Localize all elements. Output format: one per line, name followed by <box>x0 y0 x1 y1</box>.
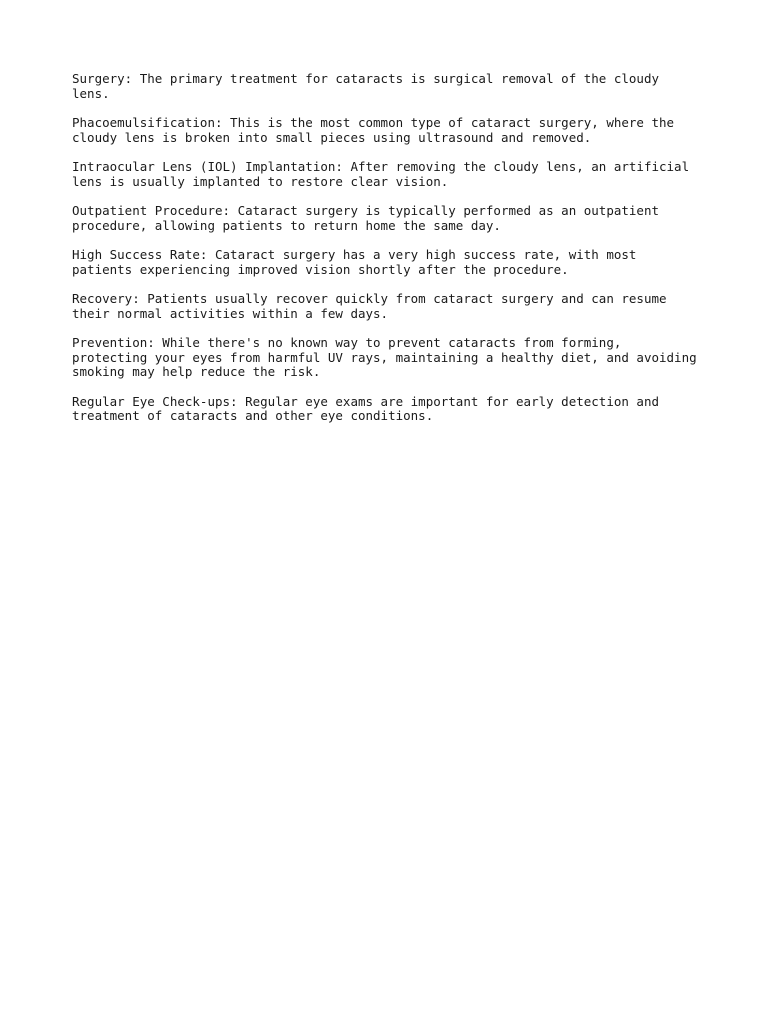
paragraph-surgery: Surgery: The primary treatment for cataracts is surgical removal of the cloudy lens. <box>72 71 659 101</box>
paragraph-outpatient-procedure: Outpatient Procedure: Cataract surgery is typically performed as an outpatient procedure, allowing patients to return home the same day. <box>72 203 659 233</box>
paragraph-recovery: Recovery: Patients usually recover quickly from cataract surgery and can resume their normal activities within a few days. <box>72 291 667 321</box>
paragraph-high-success-rate: High Success Rate: Cataract surgery has a very high success rate, with most patients experiencing improved vision shortly after the procedure. <box>72 247 637 277</box>
paragraph-regular-eye-checkups: Regular Eye Check-ups: Regular eye exams are important for early detection and treatment of cataracts and other eye conditions. <box>72 393 659 424</box>
paragraph-phacoemulsification: Phacoemulsification: This is the most common type of cataract surgery, where the cloudy lens is broken into small pieces using ultrasound and removed. <box>72 115 675 145</box>
paragraph-prevention: Prevention: While there's no known way to prevent cataracts from forming, protecting your eyes from harmful UV rays, maintaining a healthy diet, and avoiding smoking may help reduce the risk. <box>72 335 697 380</box>
document-page <box>72 72 702 439</box>
paragraph-iol-implantation: Intraocular Lens (IOL) Implantation: After removing the cloudy lens, an artificial lens is usually implanted to restore clear vision. <box>72 159 690 189</box>
